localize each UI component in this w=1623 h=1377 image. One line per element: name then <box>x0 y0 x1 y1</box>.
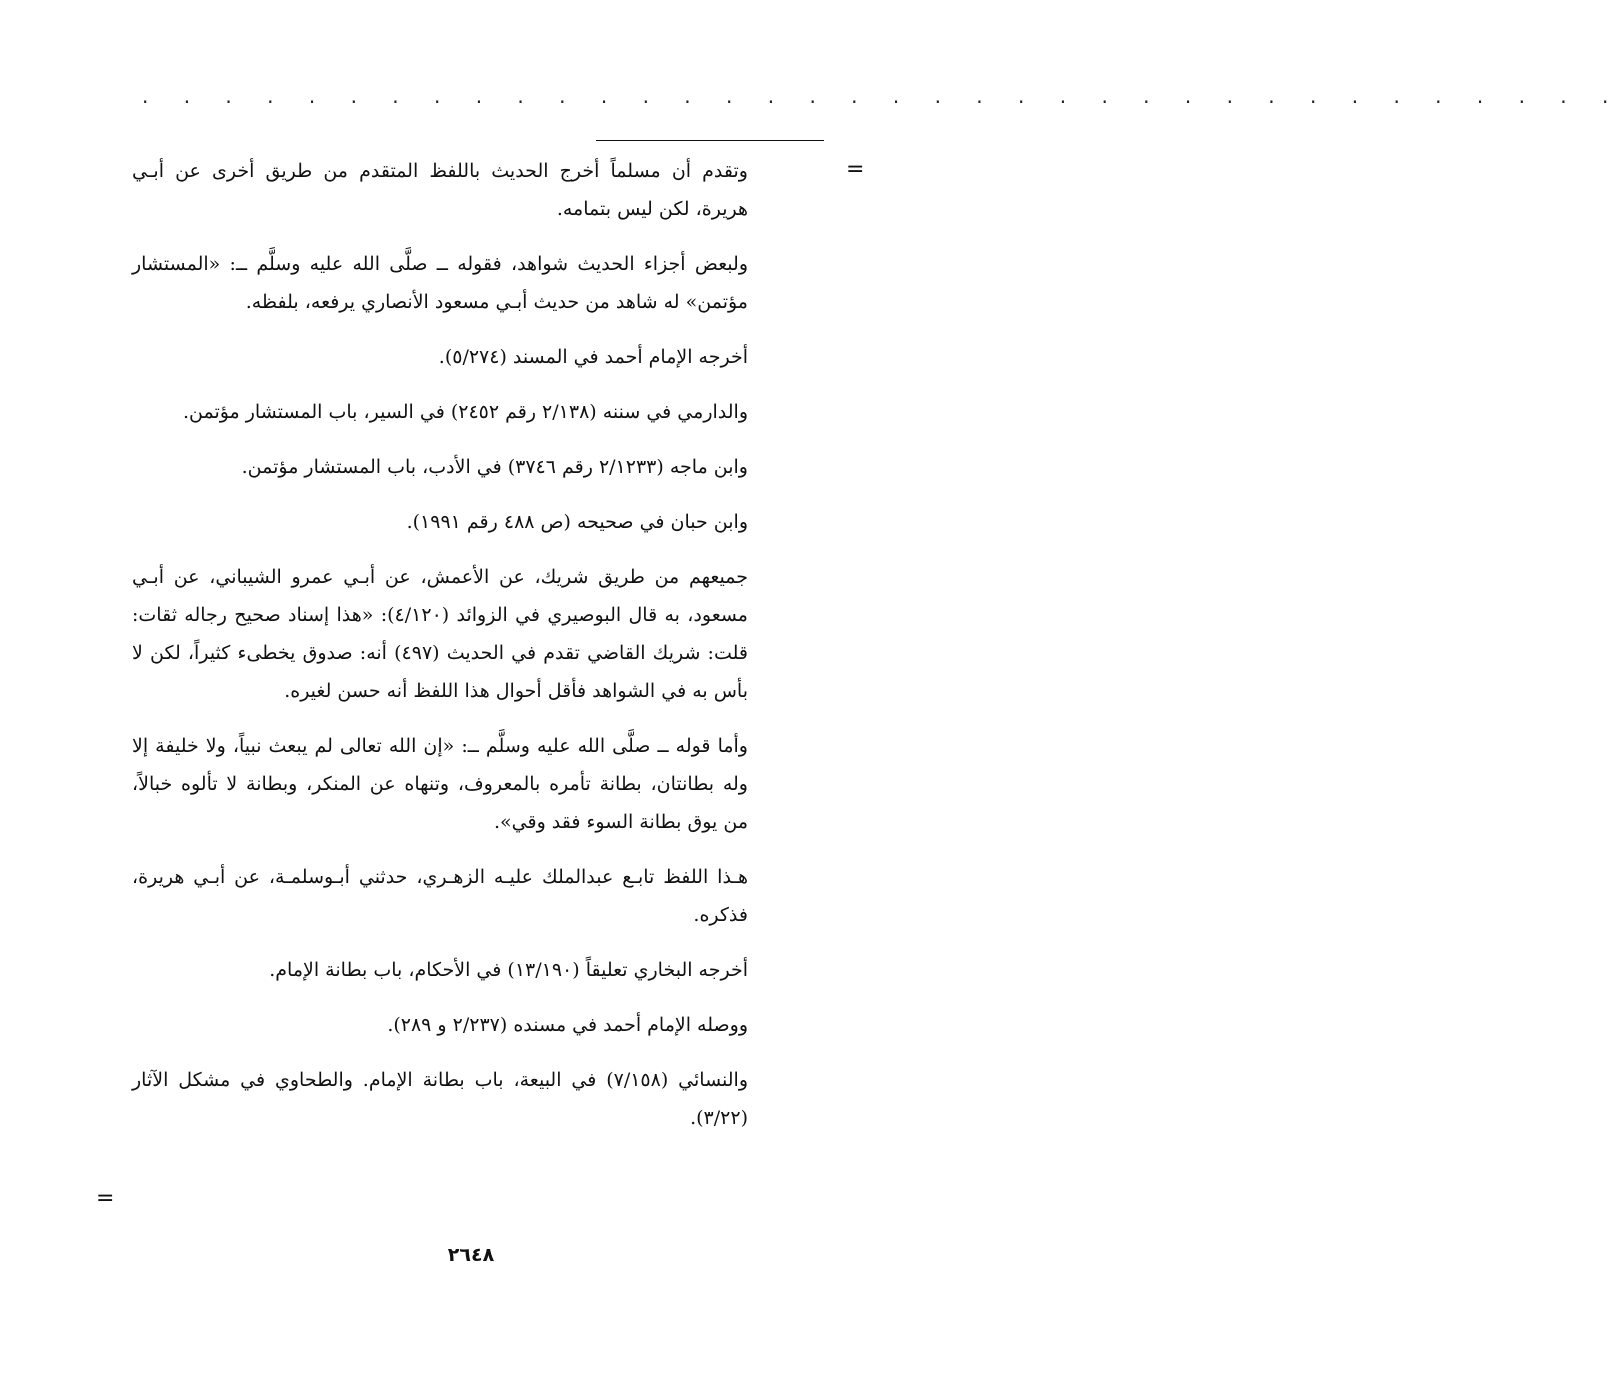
paragraph-2: ولبعض أجزاء الحديث شواهد، فقوله ــ صلَّى الله عليه وسلَّم ــ: «المستشار مؤتمن» له شاهد من حديث أبـي مسعود الأنصاري يرفعه، بلفظه. <box>132 253 748 313</box>
page-number: ٢٦٤٨ <box>447 1244 495 1266</box>
paragraph-9: هـذا اللفظ تابـع عبدالملك عليـه الزهـري، حدثني أبـوسلمـة، عن أبـي هريرة، فذكره. <box>132 866 748 926</box>
paragraph-5: وابن ماجه (٢/١٢٣٣ رقم ٣٧٤٦) في الأدب، باب المستشار مؤتمن. <box>241 456 748 478</box>
continuation-mark-bottom: = <box>96 1186 115 1211</box>
paragraph-8: وأما قوله ــ صلَّى الله عليه وسلَّم ــ: «إن الله تعالى لم يبعث نبياً، ولا خليفة إلا وله بطانتان، بطانة تأمره بالمعروف، وتنهاه عن المنكر، وبطانة لا تألوه خبالاً، من يوق بطانة السوء فقد وقي». <box>132 735 748 833</box>
paragraph-3: أخرجه الإمام أحمد في المسند (٥/٢٧٤). <box>438 346 748 368</box>
paragraph-10: أخرجه البخاري تعليقاً (١٣/١٩٠) في الأحكام، باب بطانة الإمام. <box>269 959 748 981</box>
paragraph-11: ووصله الإمام أحمد في مسنده (٢/٢٣٧ و ٢٨٩). <box>387 1014 748 1036</box>
footnote-separator-rule <box>596 140 824 141</box>
paragraph-1: وتقدم أن مسلماً أخرج الحديث باللفظ المتقدم من طريق أخرى عن أبـي هريرة، لكن ليس بتمامه. <box>132 160 748 220</box>
continuation-mark-top: = <box>846 157 865 182</box>
header-dotted-line: . . . . . . . . . . . . . . . . . . . . . . . . . . . . . . . . . . . . <box>142 84 1623 108</box>
paragraph-4: والدارمي في سننه (٢/١٣٨ رقم ٢٤٥٢) في السير، باب المستشار مؤتمن. <box>182 401 748 423</box>
paragraph-6: وابن حبان في صحيحه (ص ٤٨٨ رقم ١٩٩١). <box>406 511 748 533</box>
footnote-text-block <box>132 152 748 1154</box>
paragraph-12: والنسائي (٧/١٥٨) في البيعة، باب بطانة الإمام. والطحاوي في مشكل الآثار (٣/٢٢). <box>132 1069 749 1129</box>
paragraph-7: جميعهم من طريق شريك، عن الأعمش، عن أبـي عمرو الشيباني، عن أبـي مسعود، به قال البوصيري في الزوائد (٤/١٢٠): «هذا إسناد صحيح رجاله ثقات: قلت: شريك القاضي تقدم في الحديث (٤٩٧) أنه: صدوق يخطىء كثيراً، لكن لا بأس به في الشواهد فأقل أحوال هذا اللفظ أنه حسن لغيره. <box>132 566 748 702</box>
